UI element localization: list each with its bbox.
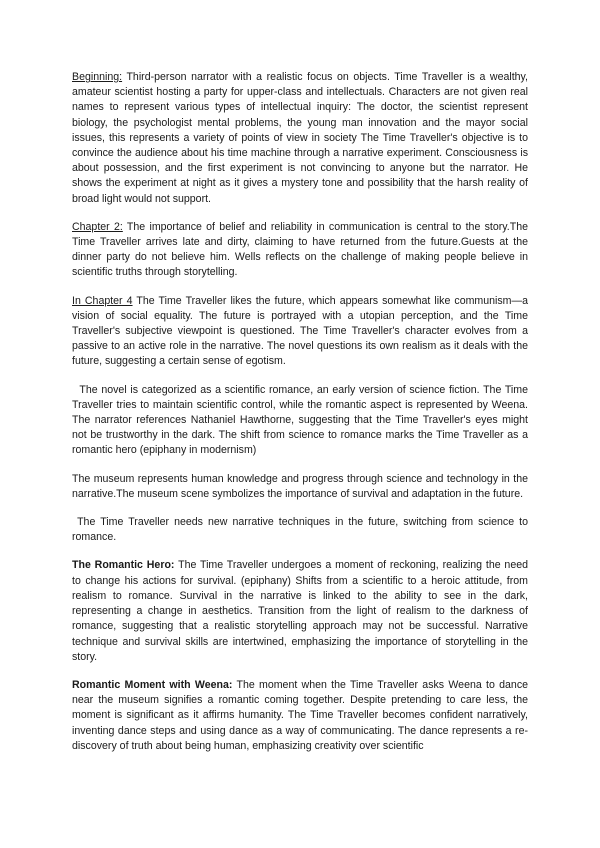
paragraph-romantic-hero	[72, 558, 528, 664]
paragraph-museum	[72, 472, 528, 502]
paragraph-text: Third-person narrator with a realistic focus on objects. Time Traveller is a wealthy, amateur scientist hosting a party for upper-class and intellectuals. Characters are not given real names to represent various types of intellectual inquiry: The doctor, the scientist represent biology, the psychologist mental problems, the young man innovation and the mayor social issues, this represents a variety of points of view in society The Time Traveller's objective is to convince the audience about his time machine through a narrative experiment. Consciousness is about possession, and the first experiment is not convincing to anyone but the narrator. He shows the experiment at night as it gives a mystery tone and possibility that the harsh reality of broad light would not support.	[72, 71, 528, 205]
paragraph-text: The Time Traveller needs new narrative techniques in the future, switching from science to romance.	[72, 516, 531, 544]
paragraph-heading: Chapter 2:	[72, 220, 123, 233]
paragraph-text: The Time Traveller likes the future, which appears somewhat like communism—a vision of social equality. The future is portrayed with a utopian perception, and the Time Traveller's subjective viewpoint is questioned. The Time Traveller's character evolves from a passive to an active role in the narrative. The novel questions its own realism as it deals with the future, suggesting a certain sense of egotism.	[72, 294, 528, 368]
paragraph-chapter-2	[72, 220, 528, 281]
paragraph-text: The Time Traveller undergoes a moment of reckoning, realizing the need to change his actions for survival. (epiphany) Shifts from a scientific to a heroic attitude, from realism to romance. Survival in the narrative is linked to the ability to see in the dark, representing a change in aesthetics. Transition from the light of realism to the darkness of romance, suggesting that a realistic storytelling approach may not be successful. Narrative technique and survival skills are intertwined, emphasizing the importance of storytelling in the story.	[72, 559, 529, 663]
paragraph-heading: The Romantic Hero:	[72, 559, 175, 572]
paragraph-romantic-moment-weena	[72, 678, 528, 754]
paragraph-heading: Romantic Moment with Weena:	[72, 678, 233, 691]
paragraph-scientific-romance	[72, 383, 531, 459]
paragraph-heading: Beginning:	[72, 71, 123, 83]
paragraph-beginning	[72, 70, 528, 207]
paragraph-narrative-techniques	[72, 515, 531, 545]
paragraph-text: The museum represents human knowledge and progress through science and technology in the narrative.The museum scene symbolizes the importance of survival and adaptation in the future.	[72, 472, 528, 500]
paragraph-text: The novel is categorized as a scientific romance, an early version of science fiction. The Time Traveller tries to maintain scientific control, while the romantic aspect is represented by Weena. The narrator references Nathaniel Hawthorne, suggesting that the Time Traveller's eyes might not be trustworthy in the dark. The shift from science to romance marks the Time Traveller as a romantic hero (epiphany in modernism)	[72, 383, 531, 457]
paragraph-chapter-4	[72, 294, 528, 370]
paragraph-text: The moment when the Time Traveller asks Weena to dance near the museum signifies a romantic coming together. Despite pretending to care less, the moment is significant as it affirms humanity. The Time Traveller becomes confident narratively, inventing dance steps and using dance as a way of communicating. The dance represents a re-discovery of truth about being human, emphasizing creativity over scientific	[72, 678, 529, 752]
paragraph-heading: In Chapter 4	[72, 294, 133, 307]
paragraph-text: The importance of belief and reliability in communication is central to the story.The Time Traveller arrives late and dirty, claiming to have returned from the future.Guests at the dinner party do not believe him. Wells reflects on the challenge of making people believe in scientific truths through storytelling.	[72, 220, 528, 279]
